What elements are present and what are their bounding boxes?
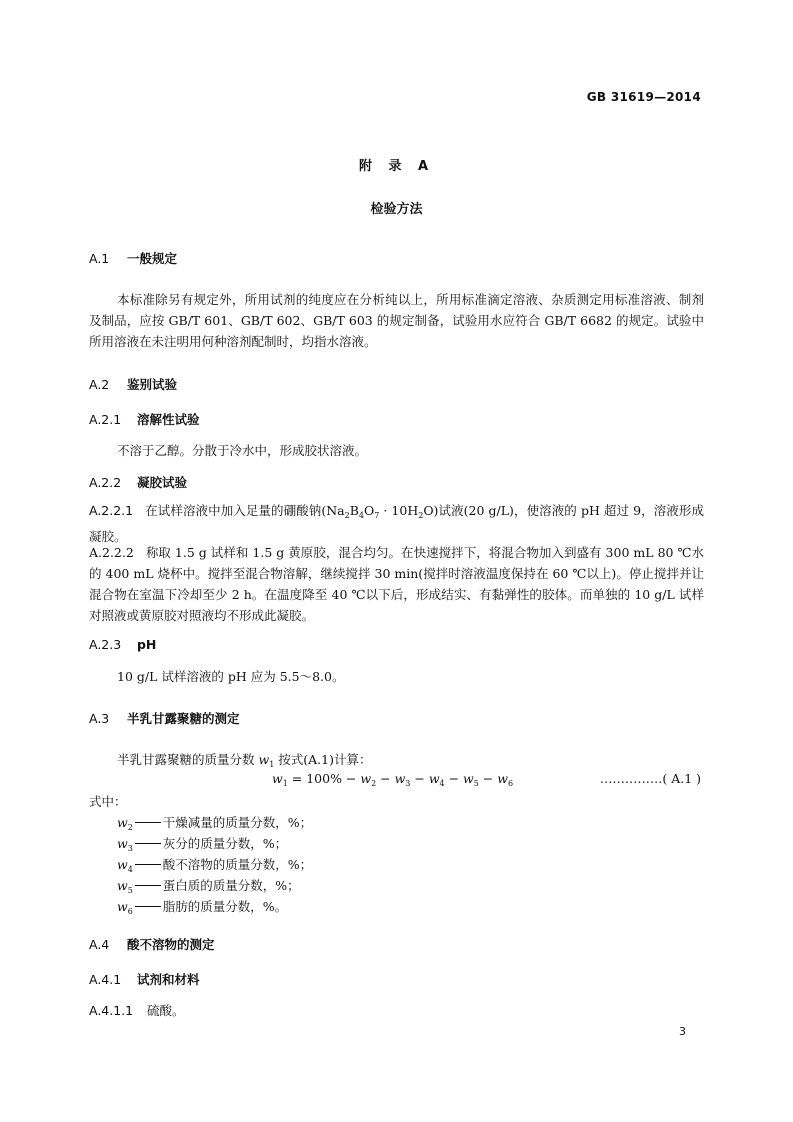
formula-a1: $w_1 = 100\% - w_2 - w_3 - w_4 - w_5 - w_6$ (272, 771, 514, 788)
section-a23-heading (89, 637, 156, 652)
subscript: 4 (127, 865, 133, 874)
section-number: A.2.3 (89, 637, 122, 652)
variable: w (258, 752, 270, 767)
clause-number: A.4.1.1 (89, 1003, 134, 1018)
section-title: 溶解性试验 (136, 412, 200, 427)
variable: w (117, 857, 128, 872)
subscript: 1 (269, 760, 275, 769)
appendix-label: 附 录 A (358, 159, 435, 174)
formula-intro (117, 750, 371, 769)
section-number: A.3 (89, 711, 110, 726)
em-dash (135, 843, 161, 844)
definition-item (117, 897, 287, 916)
section-number: A.1 (89, 251, 110, 266)
intro-text: 按式(A.1)计算： (274, 752, 372, 767)
definition-item (117, 855, 312, 874)
section-a21-heading (89, 410, 200, 428)
section-number: A.2.2 (89, 475, 122, 490)
clause-text: 在试样溶液中加入足量的硼酸钠(Na (145, 503, 345, 518)
formula-number: ……………( A.1 ) (599, 771, 701, 786)
subscript: 1 (282, 779, 288, 788)
section-a21-paragraph: 不溶于乙醇。分散于冷水中，形成胶状溶液。 (117, 443, 368, 458)
section-a3-heading (89, 709, 240, 727)
section-title: pH (136, 637, 157, 652)
section-a2-heading (89, 375, 177, 393)
subscript: 4 (439, 779, 445, 788)
appendix-title: 检验方法 (370, 202, 423, 217)
section-title: 酸不溶物的测定 (126, 937, 215, 952)
section-a1-heading (89, 249, 177, 267)
clause-text: 硫酸。 (147, 1003, 185, 1018)
section-title: 鉴别试验 (126, 377, 177, 392)
variable: w (272, 771, 283, 786)
definition-item (117, 876, 300, 895)
section-number: A.2.1 (89, 412, 122, 427)
section-number: A.4.1 (89, 972, 122, 987)
definition-text: 干燥减量的质量分数，%； (162, 815, 313, 830)
section-title: 半乳甘露聚糖的测定 (126, 711, 240, 726)
subscript: 6 (507, 779, 514, 788)
clause-number: A.2.2.2 (89, 545, 134, 560)
clause-text: O)试液(20 g/L)，使溶液的 pH 超过 9，溶液形成凝胶。 (89, 503, 704, 544)
standard-code: GB 31619—2014 (586, 90, 701, 104)
clause-text: O (363, 503, 375, 518)
where-label: 式中： (89, 794, 127, 809)
subscript: 7 (374, 511, 380, 520)
clause-text: 称取 1.5 g 试样和 1.5 g 黄原胶，混合均匀。在快速搅拌下，将混合物加入到盛有 300 mL 80 ℃水的 400 mL 烧杯中。搅拌至混合物溶解，继续搅拌 30 min(搅拌时溶液温度保持在 60 ℃以上)。停止搅拌并让混合物在室温下冷却至少 2 h。在温度降至 40 ℃以下后，形成结实、有黏弹性的胶体。而单独的 10 g/L 试样对照液或黄原胶对照液均不形成此凝胶。 (89, 545, 704, 623)
formula-operator: = 100% − (287, 771, 361, 786)
section-a22-heading (89, 473, 187, 491)
subscript: 4 (358, 511, 364, 520)
clause-text: B (349, 503, 359, 518)
variable: w (117, 878, 128, 893)
definition-item (117, 813, 312, 832)
definition-text: 灰分的质量分数，%； (162, 836, 288, 851)
clause-number: A.2.2.1 (89, 503, 134, 518)
variable: w (117, 899, 128, 914)
section-a411 (89, 1001, 185, 1019)
section-title: 一般规定 (126, 251, 177, 266)
subscript: 3 (405, 779, 411, 788)
section-a1-paragraph: 本标准除另有规定外，所用试剂的纯度应在分析纯以上，所用标准滴定溶液、杂质测定用标准溶液、制剂及制品，应按 GB/T 601、GB/T 602、GB/T 603 的规定制备，试验用水应符合 GB/T 6682 的规定。试验中所用溶液在未注明用何种溶剂配制时，均指水溶液。 (89, 292, 704, 349)
variable: w (117, 815, 128, 830)
clause-text: · 10H (379, 503, 419, 518)
em-dash (135, 885, 161, 886)
variable: w (117, 836, 128, 851)
page-number: 3 (679, 1025, 686, 1038)
section-title: 凝胶试验 (136, 475, 187, 490)
definition-text: 蛋白质的质量分数，%； (162, 878, 300, 893)
subscript: 3 (127, 844, 133, 853)
subscript: 5 (473, 779, 479, 788)
em-dash (135, 906, 161, 907)
section-a41-heading (89, 970, 200, 988)
intro-text: 半乳甘露聚糖的质量分数 (117, 752, 259, 767)
definition-text: 酸不溶物的质量分数，%； (162, 857, 313, 872)
subscript: 2 (418, 511, 424, 520)
subscript: 2 (371, 779, 377, 788)
section-a222-paragraph (89, 542, 704, 626)
definition-item (117, 834, 287, 853)
subscript: 2 (344, 511, 350, 520)
subscript: 6 (127, 907, 133, 916)
section-number: A.2 (89, 377, 110, 392)
section-a221-paragraph (89, 500, 704, 547)
em-dash (135, 864, 161, 865)
section-a4-heading (89, 935, 215, 953)
definition-text: 脂肪的质量分数，%。 (162, 899, 288, 914)
subscript: 2 (127, 823, 133, 832)
em-dash (135, 822, 161, 823)
section-number: A.4 (89, 937, 110, 952)
section-a23-paragraph: 10 g/L 试样溶液的 pH 应为 5.5～8.0。 (117, 669, 345, 684)
section-title: 试剂和材料 (136, 972, 200, 987)
subscript: 5 (127, 886, 133, 895)
